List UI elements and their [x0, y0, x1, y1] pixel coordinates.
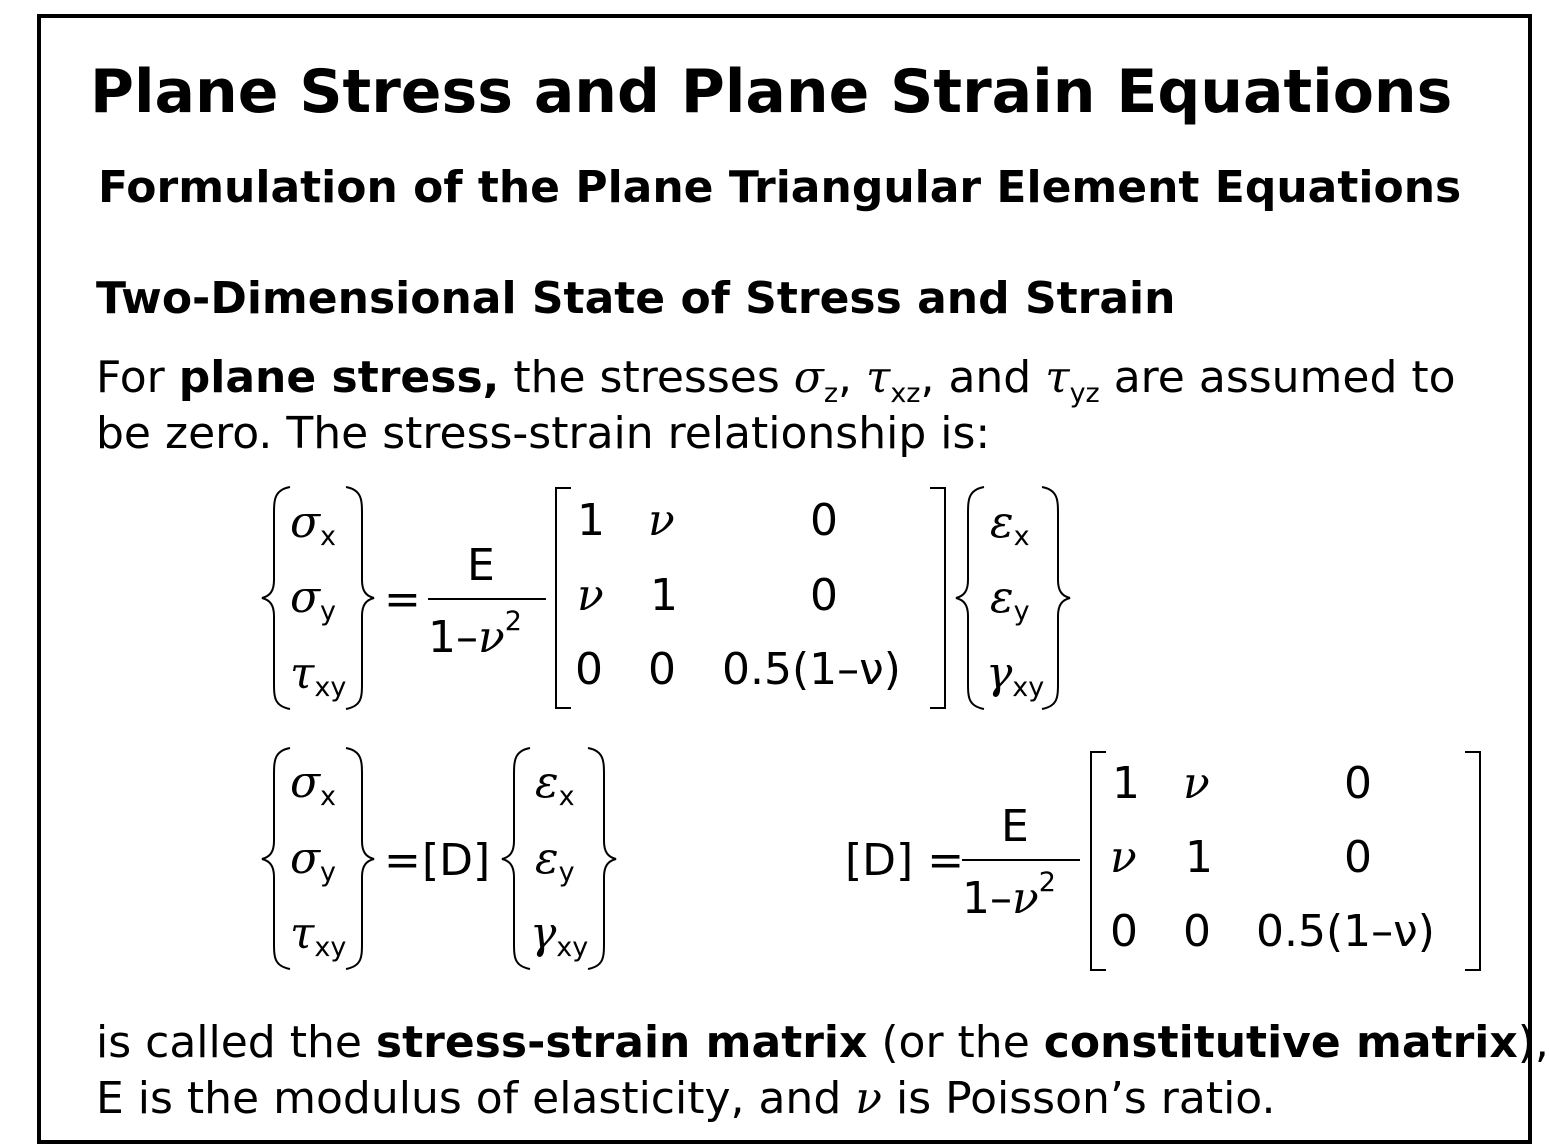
matrix-cell-r3c2: 0	[1183, 906, 1211, 957]
brace-left-stress-2	[262, 748, 290, 969]
matrix-cell-r2c3: 0	[1344, 832, 1372, 883]
strain-epsilon-x: εx	[535, 757, 575, 812]
matrix-cell-r1c3: 0	[810, 495, 838, 546]
matrix-cell-r2c1: ν	[577, 570, 604, 621]
matrix-cell-r1c1: 1	[1112, 758, 1140, 809]
strain-epsilon-y: εy	[535, 833, 575, 888]
bracket-right-matrix-1	[930, 488, 945, 708]
matrix-cell-r2c2: 1	[650, 570, 678, 621]
d-matrix-symbol: [D]	[422, 835, 491, 886]
strain-epsilon-x: εx	[990, 497, 1030, 552]
intro-line-2: be zero. The stress-strain relationship is:	[96, 408, 991, 459]
matrix-cell-r1c1: 1	[577, 495, 605, 546]
stress-tau-xy: τxy	[290, 908, 347, 963]
stress-sigma-x: σx	[290, 497, 337, 552]
d-definition-label: [D] =	[845, 835, 965, 886]
stress-sigma-y: σy	[290, 833, 337, 888]
matrix-cell-r1c2: ν	[648, 495, 675, 546]
intro-paragraph: For plane stress, the stresses $\sigma_z$, $\tau_{xz}$, and $\tau_{yz}$ are assumed to be zero. The stress-strain relationship is:	[96, 352, 1456, 459]
matrix-cell-r1c3: 0	[1344, 758, 1372, 809]
brace-right-strain-1	[1042, 487, 1070, 709]
matrix-cell-r3c3: 0.5(1–ν)	[722, 644, 901, 695]
matrix-cell-r3c1: 0	[1110, 906, 1138, 957]
fraction-numerator: E	[467, 540, 495, 591]
stress-sigma-y: σy	[290, 572, 337, 627]
constitutive-matrix-term: constitutive matrix	[1043, 1017, 1518, 1068]
stress-strain-matrix-term: stress-strain matrix	[375, 1017, 868, 1068]
matrix-cell-r1c2: ν	[1183, 758, 1210, 809]
fraction-denominator: $1-\nu^2$	[962, 867, 1056, 924]
stress-tau-xy: τxy	[290, 648, 347, 703]
matrix-cell-r3c2: 0	[648, 644, 676, 695]
bracket-left-matrix-2	[1091, 752, 1106, 970]
stress-sigma-x: σx	[290, 757, 337, 812]
brace-left-strain-2	[502, 748, 530, 969]
matrix-cell-r3c1: 0	[575, 644, 603, 695]
matrix-cell-r3c3: 0.5(1–ν)	[1256, 906, 1435, 957]
brace-right-stress-1	[346, 487, 374, 709]
brace-left-stress-1	[262, 487, 290, 709]
brace-right-stress-2	[346, 748, 374, 969]
plane-stress-term: plane stress,	[178, 352, 500, 403]
strain-gamma-xy: γxy	[986, 648, 1045, 703]
matrix-cell-r2c1: ν	[1110, 832, 1137, 883]
slide-title: Plane Stress and Plane Strain Equations	[90, 57, 1453, 127]
fraction-denominator: $1-\nu^2$	[428, 606, 522, 663]
slide-subtitle: Formulation of the Plane Triangular Element Equations	[98, 162, 1462, 213]
brace-right-strain-2	[588, 748, 616, 969]
matrix-cell-r2c3: 0	[810, 570, 838, 621]
fraction-numerator: E	[1001, 801, 1029, 852]
brace-left-strain-1	[956, 487, 984, 709]
strain-gamma-xy: γxy	[530, 908, 589, 963]
equals-sign: =	[384, 574, 421, 625]
matrix-cell-r2c2: 1	[1185, 832, 1213, 883]
equals-sign: =	[384, 835, 421, 886]
conclusion-paragraph: is called the stress-strain matrix (or the constitutive matrix), E is the modulus of elasticity, and ν is Poisson’s ratio.	[96, 1017, 1549, 1124]
bracket-right-matrix-2	[1465, 752, 1480, 970]
section-heading: Two-Dimensional State of Stress and Strain	[96, 273, 1176, 324]
bracket-left-matrix-1	[556, 488, 571, 708]
strain-epsilon-y: εy	[990, 572, 1030, 627]
